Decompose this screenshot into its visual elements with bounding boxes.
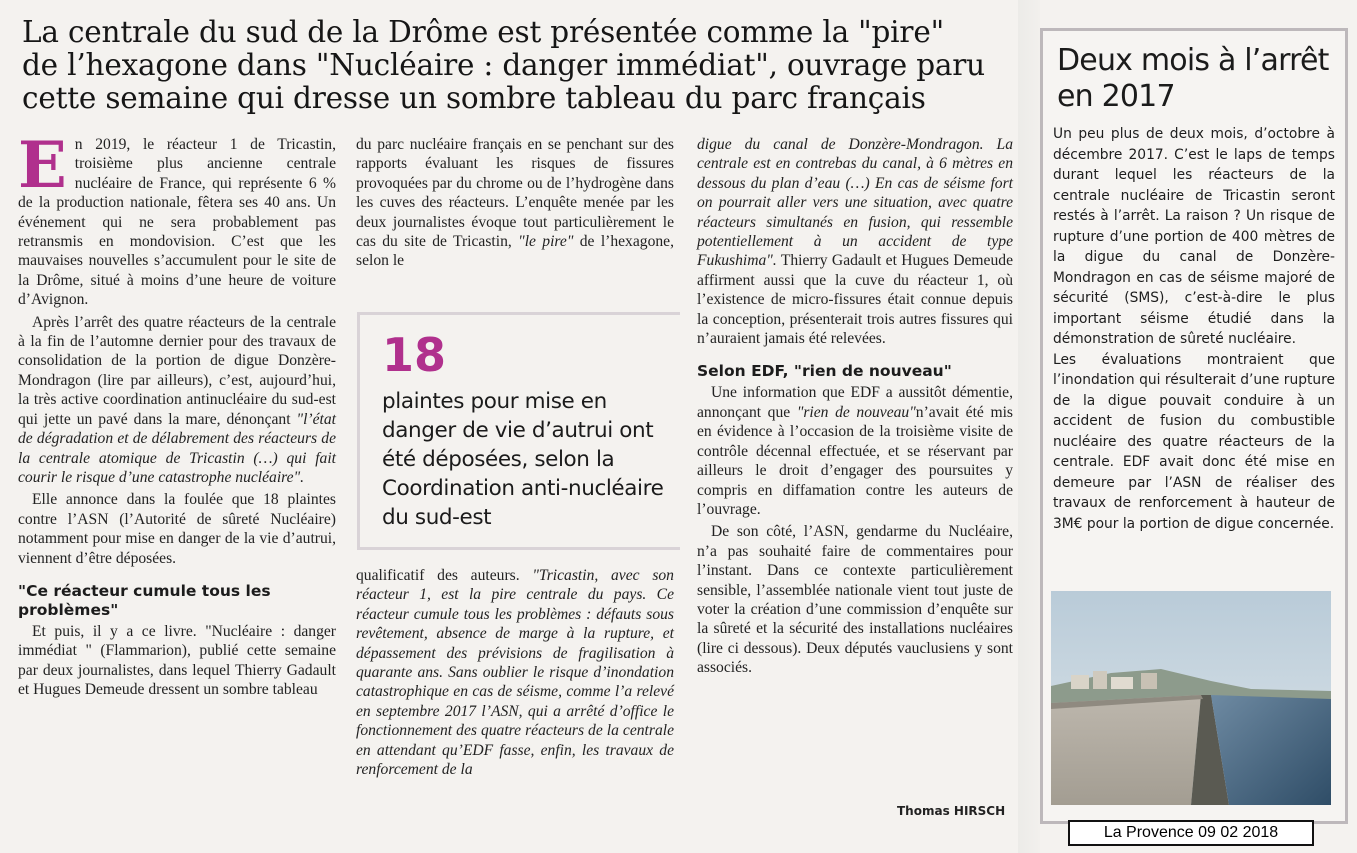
source-citation: La Provence 09 02 2018 [1068,820,1314,846]
paragraph: digue du canal de Donzère-Mondragon. La centrale est en contrebas du canal, à 6 mètres en dessous du plan d’eau (…) En cas de séisme fort on pourrait aller vers une situation, avec quatre réacteurs simultanés en fusion, qui ressemble potentiellement à un accident de type Fukushima". Thierry Gadault et Hugues Demeude affirment aussi que la cuve du réacteur 1, où l’existence de micro-fissures était connue depuis la conception, présenterait trois autres fissures qui n’auraient jamais été relevées. [697,136,1013,348]
sidebar-box [1040,28,1348,824]
pull-quote-number: 18 [382,328,447,382]
pull-quote-text: plaintes pour mise en danger de vie d’autrui ont été déposées, selon la Coordination anti-nucléaire du sud-est [382,389,664,530]
paragraph-intro: En 2019, le réacteur 1 de Tricastin, troisième plus ancienne centrale nucléaire de France, qui représente 6 % de la production nationale, fêtera ses 40 ans. Un événement qui ne sera probablement pas retransmis en mondovision. C’est que les mauvaises nouvelles s’accumulent pour le site de la Drôme, situé à moins d’une heure de voiture d’Avignon. [18,128,336,309]
paragraph: qualificatif des auteurs. "Tricastin, avec son réacteur 1, est la pire centrale du pays. Ce réacteur cumule tous les problèmes : défauts sous revêtement, absence de marge à la rupture, et dépassement des prévisions de fragilisation à quarante ans. Sans oublier le risque d’inondation catastrophique en cas de séisme, comme l’a relevé en septembre 2017 l’ASN, qui a arrêté d’office le fonctionnement des quatre réacteurs de la centrale en attendant qu’EDF fasse, enfin, les travaux de renforcement de la [356,567,674,779]
drop-cap: E [18,128,67,203]
article-column-2 [356,135,674,274]
headline-line-2: de l’hexagone dans "Nucléaire : danger immédiat", ouvrage paru [22,48,985,82]
pull-quote-box [357,312,680,550]
author-byline: Thomas HIRSCH [897,804,1006,818]
sidebar-body [1053,124,1335,534]
article-subheading: Selon EDF, "rien de nouveau" [697,362,952,381]
paragraph: Une information que EDF a aussitôt démentie, annonçant que "rien de nouveau"n’avait été mis en évidence à l’occasion de la troisième visite de contrôle décennal effectuée, et se réservant par ailleurs le droit d’engager des poursuites y compris en diffamation contre les auteurs de l’ouvrage. [697,384,1013,518]
paragraph: du parc nucléaire français en se penchant sur des rapports évaluant les risques de fissures provoquées par du chrome ou de l’hydrogène dans les cuves des réacteurs. L’enquête menée par les deux journalistes évoque tout particulièrement le cas du site de Tricastin, "le pire" de l’hexagone, selon le [356,136,674,270]
sidebar-paragraph: Les évaluations montraient que l’inondation qui résulterait d’une rupture de la digue pouvait conduire à un accident de fusion du combustible nucléaire des quatre réacteurs de la centrale. EDF avait donc été mise en demeure par l’ASN de réaliser des travaux de renforcement à hauteur de 3M€ pour la portion de digue concernée. [1053,351,1335,532]
article-column-1 [18,128,336,703]
paragraph: Après l’arrêt des quatre réacteurs de la centrale à la fin de l’automne dernier pour des travaux de consolidation de la portion de digue Donzère-Mondragon (lire par ailleurs), c’est, aujourd’hui, la très active coordination antinucléaire du sud-est qui jette un pavé dans la mare, dénonçant "l’état de dégradation et de délabrement des réacteurs de la centrale atomique de Tricastin (…) qui fait courir le risque d’une catastrophe nucléaire". [18,313,336,486]
article-column-3 [697,135,1013,681]
headline-line-1: La centrale du sud de la Drôme est présentée comme la "pire" [22,15,944,49]
sidebar-title: Deux mois à l’arrêt en 2017 [1057,43,1329,114]
page-gutter [1018,0,1040,853]
dike-photo-image [1051,591,1331,805]
paragraph: Elle annonce dans la foulée que 18 plaintes contre l’ASN (l’Autorité de sûreté Nucléaire) notamment pour mise en danger de la vie d’autrui, viennent d’être déposées. [18,491,336,567]
headline-line-3: cette semaine qui dresse un sombre tableau du parc français [22,81,926,115]
article-column-2-continued [356,566,674,782]
article-headline [22,16,1022,115]
sidebar-paragraph: Un peu plus de deux mois, d’octobre à décembre 2017. C’est le laps de temps durant lequel les réacteurs de la centrale nucléaire de Tricastin seront restés à l’arrêt. La raison ? Un risque de rupture d’une portion de 400 mètres de la digue du canal de Donzère-Mondragon en cas de séisme majoré de sécurité (SMS), c’est-à-dire le plus important séisme étudié dans la démonstration de sûreté nucléaire. [1053,126,1335,347]
article-subheading: "Ce réacteur cumule tous les problèmes" [18,581,271,619]
paragraph: Et puis, il y a ce livre. "Nucléaire : danger immédiat " (Flammarion), publié cette semaine par deux journalistes, dans lequel Thierry Gadault et Hugues Demeude dressent un sombre tableau [18,622,336,699]
dike-photo [1051,591,1331,805]
paragraph: De son côté, l’ASN, gendarme du Nucléaire, n’a pas souhaité faire de commentaires pour l’instant. Dans ce contexte particulièrement sensible, l’assemblée nationale vient tout juste de voter la création d’une commission d’enquête sur la sûreté et la sécurité des installations nucléaires (lire ci dessous). Deux députés vauclusiens y sont associés. [697,523,1013,677]
